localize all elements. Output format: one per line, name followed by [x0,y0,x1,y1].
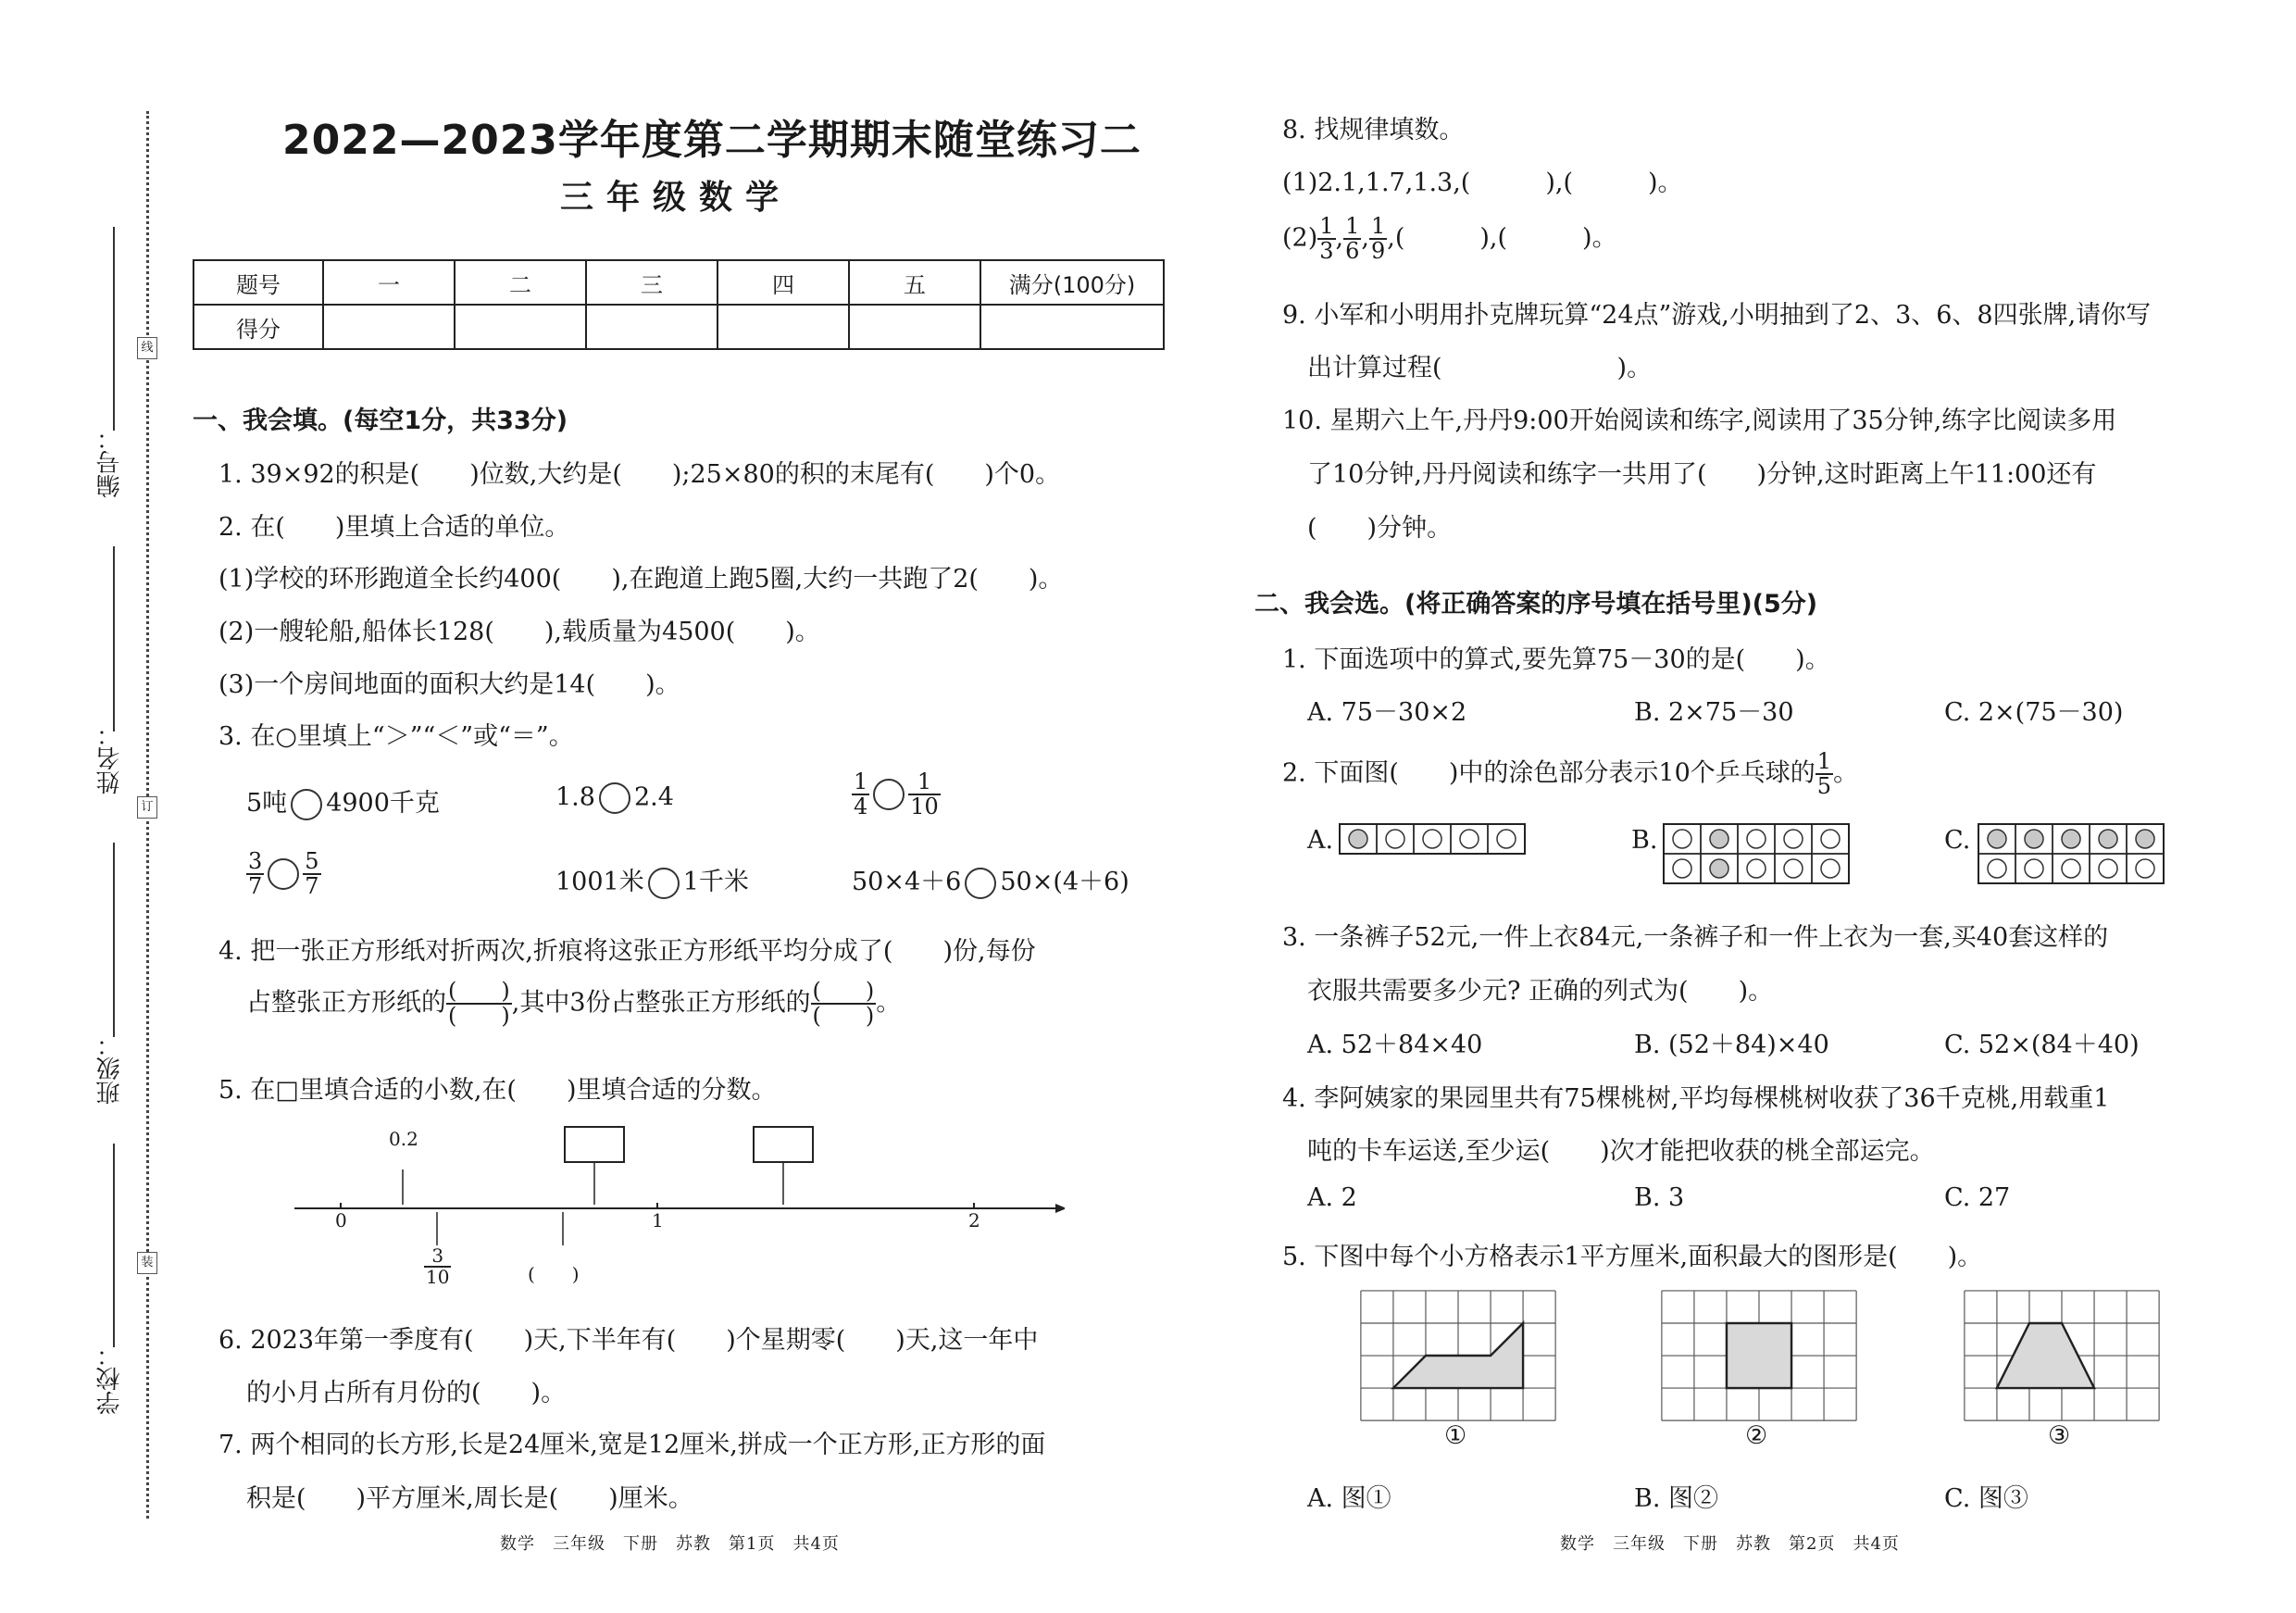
q2-1-opt-b[interactable]: B. 2×75－30 [1634,698,1794,727]
class-label: 班级： [96,1032,124,1105]
frac-num: 3 [424,1246,451,1268]
compare-circle[interactable] [873,779,905,810]
score-input-cell[interactable] [980,305,1164,349]
q1-10a: 10. 星期六上午,丹丹9:00开始阅读和练字,阅读用了35分钟,练字比阅读多用 [1282,406,2117,435]
grid-figure-1 [1356,1289,1560,1424]
ball [1497,830,1516,848]
ball [1821,830,1840,848]
answer-box[interactable] [565,1127,624,1162]
q1-4a: 4. 把一张正方形纸对折两次,折痕将这张正方形纸平均分成了( )份,每份 [218,937,1036,966]
ball [1673,830,1691,848]
ball [2099,859,2117,878]
frac-den: 4 [854,794,868,820]
q1-2-1: (1)学校的环形跑道全长约400( ),在跑道上跑5圈,大约一共跑了2( )。 [218,565,1064,594]
q1-6b: 的小月占所有月份的( )。 [246,1379,567,1407]
answer-box[interactable] [754,1127,813,1162]
q2-2-text: 2. 下面图( )中的涂色部分表示10个乒乓球的 [1282,758,1816,788]
compare-c [852,770,941,819]
frac-num: 1 [908,770,941,795]
page-subtitle: 三年级数学 [560,179,792,217]
shaded-ball [2099,830,2117,848]
shaded-ball [1988,830,2006,848]
compare-f-right: 50×(4＋6) [1000,868,1129,896]
frac-num: 5 [305,848,319,874]
q1-3: 3. 在○里填上“＞”“＜”或“＝”。 [218,722,574,751]
name-line[interactable] [113,546,115,731]
q1-6a: 6. 2023年第一季度有( )天,下半年有( )个星期零( )天,这一年中 [218,1326,1039,1355]
q1-10c: ( )分钟。 [1307,514,1453,543]
q1-8-2-pre: (2) [1282,223,1318,253]
q1-9b: 出计算过程( )。 [1307,354,1653,382]
shaded-ball [1710,859,1728,878]
frac-num: 3 [248,848,263,874]
q1-2-3: (3)一个房间地面的面积大约是14( )。 [218,670,680,699]
blank-num[interactable]: ( ) [812,978,875,1004]
frac-num: 1 [1371,213,1386,239]
class-line[interactable] [113,843,115,1037]
grid-figure-2 [1657,1289,1861,1424]
score-header-cell: 满分(100分) [980,260,1164,305]
q2-3b: 衣服共需要多少元? 正确的列式为( )。 [1307,977,1774,1006]
compare-circle[interactable] [648,868,680,899]
q1-4-text: 占整张正方形纸的 [246,988,446,1018]
frac-num: 1 [854,769,868,794]
frac-num: 1 [1816,748,1832,774]
q2-5-opt-c[interactable]: C. 图③ [1944,1484,2028,1513]
q1-4-text: ,其中3份占整张正方形纸的 [511,988,811,1018]
blank-num[interactable]: ( ) [448,978,510,1004]
shaded-ball [2025,830,2043,848]
frac-den: 9 [1371,238,1386,265]
blank-den[interactable]: ( ) [448,1003,510,1030]
q1-9a: 9. 小军和小明用扑克牌玩算“24点”游戏,小明抽到了2、3、6、8四张牌,请你写 [1282,301,2152,330]
figure-label-2: ② [1745,1421,1768,1450]
shaded-ball [1349,830,1367,848]
score-input-cell[interactable] [323,305,455,349]
shaded-ball [2136,830,2154,848]
q2-5-opt-b[interactable]: B. 图② [1634,1484,1719,1513]
compare-b [555,782,674,814]
q1-2: 2. 在( )里填上合适的单位。 [218,513,570,542]
q2-2-end: 。 [1833,758,1859,788]
score-header-cell: 二 [455,260,586,305]
figure-label-3: ③ [2048,1421,2071,1450]
q1-1: 1. 39×92的积是( )位数,大约是( );25×80的积的末尾有( )个0。 [218,460,1061,489]
ball [2025,859,2043,878]
section1-title: 一、我会填。(每空1分，共33分) [193,406,568,435]
score-row-label: 得分 [193,305,323,349]
compare-a-left: 5吨 [246,789,288,818]
compare-b-right: 2.4 [633,782,674,812]
ball [2062,859,2080,878]
compare-circle[interactable] [965,868,996,899]
number-line[interactable] [113,227,115,431]
tick-label-0: 0 [335,1209,347,1232]
compare-circle[interactable] [291,789,322,820]
label-3-10 [424,1246,451,1287]
compare-circle[interactable] [268,858,299,890]
q2-4b: 吨的卡车运送,至少运( )次才能把收获的桃全部运完。 [1307,1137,1935,1166]
name-label: 姓名： [96,722,124,794]
score-input-cell[interactable] [586,305,718,349]
q1-8-2-post: ,( ),( )。 [1387,223,1617,253]
score-header-cell: 五 [849,260,980,305]
compare-a [246,782,440,820]
frac-den: 5 [1816,773,1832,800]
frac-den: 7 [305,873,319,900]
ball [1747,830,1766,848]
frac-den: 10 [426,1266,450,1288]
q2-3-opt-c[interactable]: C. 52×(84＋40) [1944,1031,2140,1059]
q2-2-opt-a[interactable]: A. [1307,826,1334,855]
q2-4-opt-c[interactable]: C. 27 [1944,1183,2011,1212]
q2-5: 5. 下图中每个小方格表示1平方厘米,面积最大的图形是( )。 [1282,1243,1983,1271]
mark-ding: 订 [137,796,157,819]
compare-f [852,861,1129,899]
compare-d [246,850,321,898]
q2-3-opt-b[interactable]: B. (52＋84)×40 [1634,1031,1829,1059]
ball [1784,859,1803,878]
q1-8-1: (1)2.1,1.7,1.3,( ),( )。 [1282,169,1683,197]
ball-figure-c [1977,822,2171,889]
compare-a-right: 4900千克 [326,789,440,818]
shaded-ball [1710,830,1728,848]
footer-left: 数学 三年级 下册 苏教 第1页 共4页 [500,1534,840,1554]
tick-label-1: 1 [652,1209,664,1232]
score-header-cell: 三 [586,260,718,305]
score-header-cell: 一 [323,260,455,305]
ball [1747,859,1766,878]
shape-2 [1727,1323,1791,1388]
q2-3-opt-a[interactable]: A. 52＋84×40 [1307,1031,1483,1059]
grid-figure-3 [1960,1289,2164,1424]
q1-10b: 了10分钟,丹丹阅读和练字一共用了( )分钟,这时距离上午11:00还有 [1307,460,2097,489]
ball [1988,859,2006,878]
q1-4-end: 。 [876,988,902,1018]
ball [1423,830,1441,848]
figure-label-1: ① [1444,1421,1467,1450]
compare-b-left: 1.8 [555,782,595,812]
compare-circle[interactable] [599,782,630,814]
ball [1386,830,1404,848]
mark-xian: 线 [137,337,157,359]
q2-2 [1282,750,1858,798]
number-label: 编号： [96,426,124,498]
q2-1-opt-a[interactable]: A. 75－30×2 [1307,698,1467,727]
ball-figure-a [1338,822,1532,889]
q1-8-2: (2) $\frac{1}{3}$ , $\frac{1}{6}$ , $\frac{1}{9}$ ,( ),( )。 [1282,213,1617,265]
q1-2-2: (2)一艘轮船,船体长128( ),载质量为4500( )。 [218,618,820,646]
score-table [193,259,1165,350]
ball [1784,830,1803,848]
q2-4-opt-b[interactable]: B. 3 [1634,1183,1685,1212]
frac-den: 7 [248,873,263,900]
q2-2-opt-c[interactable]: C. [1944,826,1971,855]
q1-7a: 7. 两个相同的长方形,长是24厘米,宽是12厘米,拼成一个正方形,正方形的面 [218,1431,1046,1459]
score-header-cell: 题号 [193,260,323,305]
q2-4a: 4. 李阿姨家的果园里共有75棵桃树,平均每棵桃树收获了36千克桃,用载重1 [1282,1084,2110,1113]
ball-figure-b [1662,822,1856,889]
compare-e [555,861,749,899]
compare-f-left: 50×4＋6 [852,868,962,896]
blank-den[interactable]: ( ) [812,1003,875,1030]
score-header-cell: 四 [718,260,849,305]
frac-num: 1 [1345,213,1360,239]
frac-num: 1 [1319,213,1334,239]
frac-den: 3 [1319,238,1334,265]
score-input-cell[interactable] [718,305,849,349]
school-line[interactable] [113,1144,115,1347]
q1-8: 8. 找规律填数。 [1282,116,1465,144]
q1-7b: 积是( )平方厘米,周长是( )厘米。 [246,1484,693,1513]
q2-1-opt-c[interactable]: C. 2×(75－30) [1944,698,2124,727]
q1-5: 5. 在□里填合适的小数,在( )里填合适的分数。 [218,1076,777,1105]
ball [1460,830,1479,848]
q2-2-opt-b[interactable]: B. [1631,826,1658,855]
tick-label-2: 2 [968,1209,980,1232]
score-input-cell[interactable] [455,305,586,349]
q1-4b [246,980,901,1028]
axis-arrow-icon [1055,1204,1065,1213]
score-input-cell[interactable] [849,305,980,349]
ball [1673,859,1691,878]
q2-4-opt-a[interactable]: A. 2 [1307,1183,1357,1212]
ball [1821,859,1840,878]
q2-5-opt-a[interactable]: A. 图① [1307,1484,1391,1513]
school-label: 学校： [96,1343,124,1415]
compare-e-left: 1001米 [555,868,644,896]
section2-title: 二、我会选。(将正确答案的序号填在括号里)(5分) [1254,590,1818,619]
shaded-ball [2062,830,2080,848]
footer-right: 数学 三年级 下册 苏教 第2页 共4页 [1560,1534,1900,1554]
q2-3a: 3. 一条裤子52元,一件上衣84元,一条裤子和一件上衣为一套,买40套这样的 [1282,923,2109,952]
ball [2136,859,2154,878]
label-0-2: 0.2 [389,1128,418,1150]
frac-den: 6 [1345,238,1360,265]
q2-1: 1. 下面选项中的算式,要先算75－30的是( )。 [1282,645,1830,674]
mark-zhuang: 装 [137,1252,157,1274]
blank-paren[interactable]: ( ) [528,1263,580,1285]
frac-den: 10 [910,794,939,820]
compare-e-right: 1千米 [682,868,749,896]
page-title: 2022—2023学年度第二学期期末随堂练习二 [282,117,1142,164]
